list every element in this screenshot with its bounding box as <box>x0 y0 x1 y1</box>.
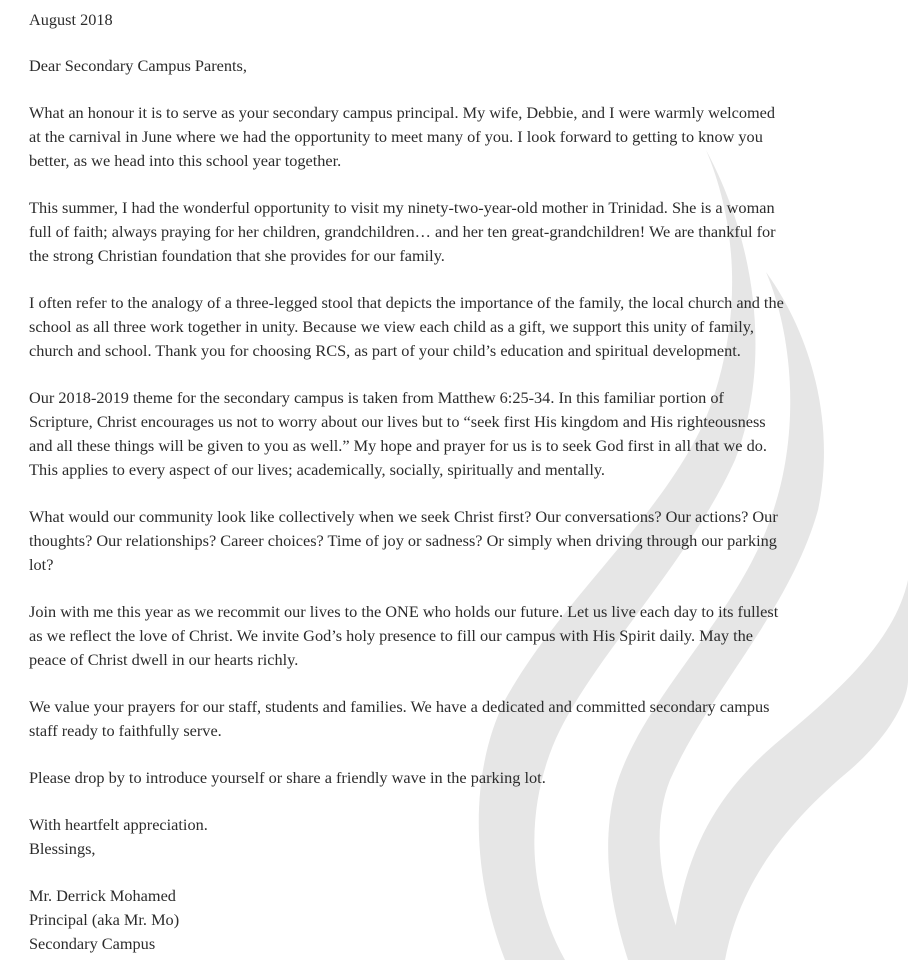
paragraph-line: the strong Christian foundation that she provides for our family. <box>29 246 445 265</box>
paragraph-line: staff ready to faithfully serve. <box>29 721 222 740</box>
letter-paragraph <box>29 101 889 173</box>
paragraph-line: This summer, I had the wonderful opportunity to visit my ninety-two-year-old mother in Trinidad. She is a woman <box>29 198 775 217</box>
paragraph-line: We value your prayers for our staff, students and families. We have a dedicated and committed secondary campus <box>29 697 770 716</box>
signature-campus: Secondary Campus <box>29 934 156 953</box>
letter-paragraph <box>29 291 889 363</box>
paragraph-line: thoughts? Our relationships? Career choices? Time of joy or sadness? Or simply when driving through our parking <box>29 531 777 550</box>
paragraph-line: at the carnival in June where we had the opportunity to meet many of you. I look forward to getting to know you <box>29 127 763 146</box>
paragraph-line: I often refer to the analogy of a three-legged stool that depicts the importance of the family, the local church and the <box>29 293 784 312</box>
letter-paragraph <box>29 766 889 790</box>
paragraph-line: Our 2018-2019 theme for the secondary campus is taken from Matthew 6:25-34. In this familiar portion of <box>29 388 724 407</box>
paragraph-line: school as all three work together in unity. Because we view each child as a gift, we support this unity of family, <box>29 317 754 336</box>
paragraph-line: Join with me this year as we recommit our lives to the ONE who holds our future. Let us live each day to its fullest <box>29 602 779 621</box>
signature-name: Mr. Derrick Mohamed <box>29 886 176 905</box>
letter-date: August 2018 <box>29 10 113 29</box>
letter-paragraph <box>29 600 889 672</box>
letter-signature <box>29 884 889 956</box>
paragraph-line: and all these things will be given to you as well.” My hope and prayer for us is to seek God first in all that we do. <box>29 436 767 455</box>
letter-paragraph <box>29 505 889 577</box>
letter-paragraph <box>29 196 889 268</box>
letter-paragraph <box>29 386 889 482</box>
paragraph-line: as we reflect the love of Christ. We invite God’s holy presence to fill our campus with His Spirit daily. May the <box>29 626 753 645</box>
paragraph-line: full of faith; always praying for her children, grandchildren… and her ten great-grandchildren! We are thankful for <box>29 222 776 241</box>
paragraph-line: What an honour it is to serve as your secondary campus principal. My wife, Debbie, and I were warmly welcomed <box>29 103 775 122</box>
paragraph-line: lot? <box>29 555 54 574</box>
closing-line: With heartfelt appreciation. <box>29 815 208 834</box>
paragraph-line: Please drop by to introduce yourself or share a friendly wave in the parking lot. <box>29 768 546 787</box>
paragraph-line: peace of Christ dwell in our hearts richly. <box>29 650 299 669</box>
closing-line: Blessings, <box>29 839 96 858</box>
letter <box>29 8 889 956</box>
paragraph-line: This applies to every aspect of our lives; academically, socially, spiritually and mentally. <box>29 460 605 479</box>
letter-paragraph <box>29 695 889 743</box>
paragraph-line: better, as we head into this school year together. <box>29 151 342 170</box>
paragraph-line: Scripture, Christ encourages us not to worry about our lives but to “seek first His kingdom and His righteousness <box>29 412 766 431</box>
paragraph-line: What would our community look like collectively when we seek Christ first? Our conversations? Our actions? Our <box>29 507 778 526</box>
letter-closing <box>29 813 889 861</box>
signature-title: Principal (aka Mr. Mo) <box>29 910 180 929</box>
paragraph-line: church and school. Thank you for choosing RCS, as part of your child’s education and spiritual development. <box>29 341 741 360</box>
letter-salutation: Dear Secondary Campus Parents, <box>29 56 247 75</box>
